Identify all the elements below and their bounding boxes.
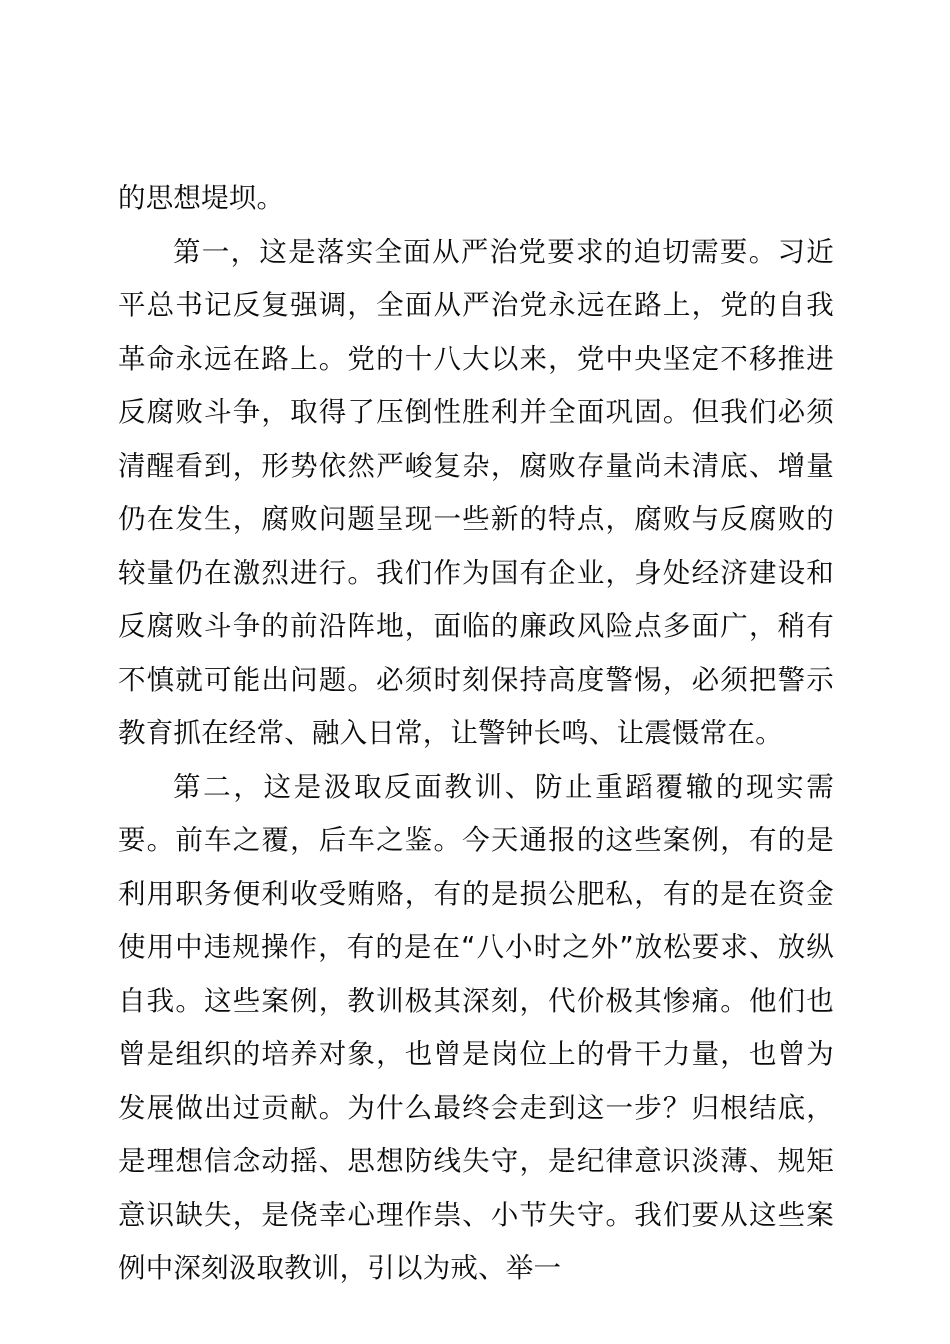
document-text-body xyxy=(118,172,834,1296)
paragraph-point-two: 第二，这是汲取反面教训、防止重蹈覆辙的现实需要。前车之覆，后车之鉴。今天通报的这些案例，有的是利用职务便利收受贿赂，有的是损公肥私，有的是在资金使用中违规操作，有的是在“八小时之外”放松要求、放纵自我。这些案例，教训极其深刻，代价极其惨痛。他们也曾是组织的培养对象，也曾是岗位上的骨干力量，也曾为发展做出过贡献。为什么最终会走到这一步？归根结底，是理想信念动摇、思想防线失守，是纪律意识淡薄、规矩意识缺失，是侥幸心理作祟、小节失守。我们要从这些案例中深刻汲取教训，引以为戒、举一 xyxy=(118,770,834,1284)
paragraph-point-one: 第一，这是落实全面从严治党要求的迫切需要。习近平总书记反复强调，全面从严治党永远在路上，党的自我革命永远在路上。党的十八大以来，党中央坚定不移推进反腐败斗争，取得了压倒性胜利并全面巩固。但我们必须清醒看到，形势依然严峻复杂，腐败存量尚未清底、增量仍在发生，腐败问题呈现一些新的特点，腐败与反腐败的较量仍在激烈进行。我们作为国有企业，身处经济建设和反腐败斗争的前沿阵地，面临的廉政风险点多面广，稍有不慎就可能出问题。必须时刻保持高度警惕，必须把警示教育抓在经常、融入日常，让警钟长鸣、让震慑常在。 xyxy=(118,235,834,749)
paragraph-continuation: 的思想堤坝。 xyxy=(118,182,285,214)
